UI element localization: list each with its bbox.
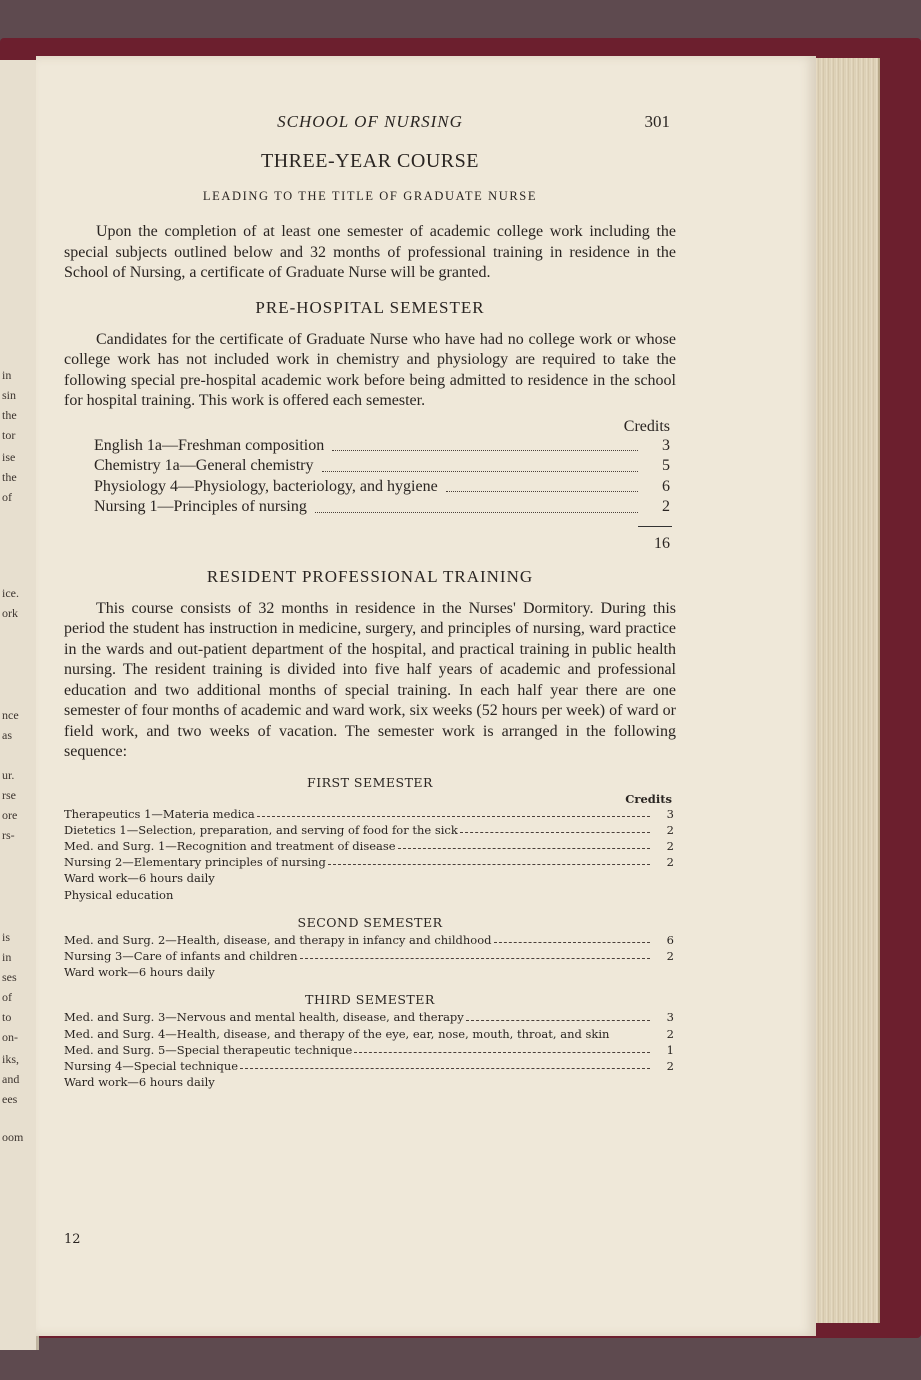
semester-course-credits: 6 [666,932,674,947]
total-rule [638,526,672,527]
semester-course-name: Nursing 4—Special technique [64,1058,239,1073]
semester-course-credits: 2 [666,855,674,870]
left-page-fragment: ore [2,808,18,822]
left-page-fragment: in [2,368,12,382]
semester-course-credits: 2 [666,1026,674,1041]
left-page-fragment: tor [2,428,16,442]
left-page-fragment: ees [2,1092,18,1106]
semester-course-row [64,822,676,838]
course-name: Chemistry 1a—General chemistry [94,457,314,474]
pre-hospital-heading: PRE-HOSPITAL SEMESTER [255,297,485,317]
left-page-fragment: the [2,408,17,422]
first-semester-title: FIRST SEMESTER [307,774,433,790]
left-page-fragment: of [2,490,12,504]
semester-course-row [64,1009,676,1025]
semester-course-name: Nursing 2—Elementary principles of nursing [64,855,326,870]
left-page-fragment: ise [2,450,16,464]
semester-course-credits: 2 [666,822,674,837]
second-semester-title: SECOND SEMESTER [297,914,443,930]
credits-column-header: Credits [623,417,670,435]
left-page-fragment: to [2,1010,12,1024]
semester-course-row [64,838,676,854]
semester-course-row [64,964,676,980]
semester-course-name: Med. and Surg. 4—Health, disease, and therapy of the eye, ear, nose, mouth, throat, and skin [64,1026,610,1041]
third-semester-title: THIRD SEMESTER [305,992,435,1008]
left-page-fragment: of [2,990,12,1004]
semester-course-credits: 3 [666,806,674,821]
semester-course-credits: 3 [666,1010,674,1025]
semester-course-name: Ward work—6 hours daily [64,871,215,886]
leader-dots [446,477,638,493]
course-credits: 3 [662,436,670,454]
leader-dashes [257,806,650,817]
semester-course-row [64,870,676,886]
semester-course-credits: 1 [666,1042,674,1057]
course-row [64,456,676,477]
semester-course-name: Med. and Surg. 3—Nervous and mental health, disease, and therapy [64,1010,464,1025]
left-page-fragment: iks, [2,1052,20,1066]
left-page-fragment: the [2,470,17,484]
semester-course-row [64,887,676,903]
course-row [64,477,676,498]
left-page-fragment: is [2,930,11,944]
leader-dashes [494,932,650,943]
leader-dashes [240,1058,650,1069]
left-page-fragment: as [2,728,12,742]
semester-course-name: Therapeutics 1—Materia medica [64,806,255,821]
page-number: 301 [644,112,670,131]
left-page-fragment: ice. [2,586,19,600]
left-page-fragment: ur. [2,768,15,782]
course-credits: 6 [662,477,670,495]
left-page-fragment: sin [2,388,17,402]
semester-course-credits: 2 [666,1058,674,1073]
semester-course-row [64,1074,676,1090]
semester-course-row [64,1026,676,1042]
semester-course-row [64,1058,676,1074]
leader-dashes [328,854,650,865]
semester-course-row [64,948,676,964]
page-title: THREE-YEAR COURSE [261,150,479,172]
left-page-fragment: rs- [2,828,15,842]
signature-number: 12 [64,1232,81,1247]
semester-course-name: Med. and Surg. 2—Health, disease, and therapy in infancy and childhood [64,932,492,947]
leader-dots [315,497,638,513]
leader-dots [332,436,638,452]
left-page-edge [0,60,39,1350]
course-name: English 1a—Freshman composition [94,436,325,454]
page-content [64,112,676,1090]
left-page-fragment: ork [2,606,18,620]
credits-total: 16 [654,534,670,552]
semester-course-row [64,1042,676,1058]
leader-dashes [460,822,650,833]
semester-course-name: Med. and Surg. 1—Recognition and treatment of disease [64,838,396,853]
semester-course-name: Nursing 3—Care of infants and children [64,948,298,963]
leader-dashes [466,1009,650,1020]
course-row [64,497,676,518]
left-page-fragment: and [2,1072,20,1086]
semester-course-credits: 2 [666,838,674,853]
leader-dashes [300,948,650,959]
semester-course-name: Ward work—6 hours daily [64,1075,215,1090]
left-page-fragment: in [2,950,12,964]
left-page-fragment: rse [2,788,16,802]
left-page-fragment: oom [2,1130,24,1144]
left-page-fragment: nce [2,708,19,722]
semester-course-name: Physical education [64,887,174,902]
course-name: Physiology 4—Physiology, bacteriology, and hygiene [94,477,438,495]
course-credits: 5 [662,457,670,474]
left-page-fragment: ses [2,970,17,984]
page-subtitle: LEADING TO THE TITLE OF GRADUATE NURSE [202,189,538,203]
semester-course-name: Ward work—6 hours daily [64,965,215,980]
leader-dashes [398,838,650,849]
course-credits: 2 [662,498,670,515]
semester-credits-header: Credits [625,791,672,806]
resident-heading: RESIDENT PROFESSIONAL TRAINING [206,566,534,586]
resident-paragraph: This course consists of 32 months in residence in the Nurses' Dormitory. During this period the student has instruction in medicine, surgery, and principles of nursing, ward practice in the wards and out-patient department of the hospital, and practical training in public health nursing. The resident training is divided into five half years of academic and professional education and two additional months of special training. In each half year there are one semester of four months of academic and ward work, six weeks (52 hours per week) of ward or field work, and two weeks of vacation. The semester work is arranged in the following sequence: [64,599,676,760]
leader-dashes [354,1042,650,1053]
semester-course-row [64,806,676,822]
left-page-fragment: on- [2,1030,18,1044]
leader-dots [322,456,639,472]
semester-course-row [64,932,676,948]
semester-course-name: Dietetics 1—Selection, preparation, and serving of food for the sick [64,822,458,837]
page-edges [810,58,880,1323]
semester-course-row [64,854,676,870]
course-name: Nursing 1—Principles of nursing [94,498,307,515]
running-head [64,112,676,142]
semester-course-name: Med. and Surg. 5—Special therapeutic technique [64,1042,353,1057]
semester-course-credits: 2 [666,948,674,963]
pre-hospital-paragraph: Candidates for the certificate of Graduate Nurse who have had no college work or whose college work has not included work in chemistry and physiology are required to take the following special pre-hospital academic work before being admitted to residence in the school for hospital training. This work is offered each semester. [64,330,676,409]
intro-paragraph: Upon the completion of at least one semester of academic college work including the special subjects outlined below and 32 months of professional training in residence in the School of Nursing, a certificate of Graduate Nurse will be granted. [64,223,676,281]
running-title: SCHOOL OF NURSING [277,112,463,131]
course-row [64,436,676,457]
